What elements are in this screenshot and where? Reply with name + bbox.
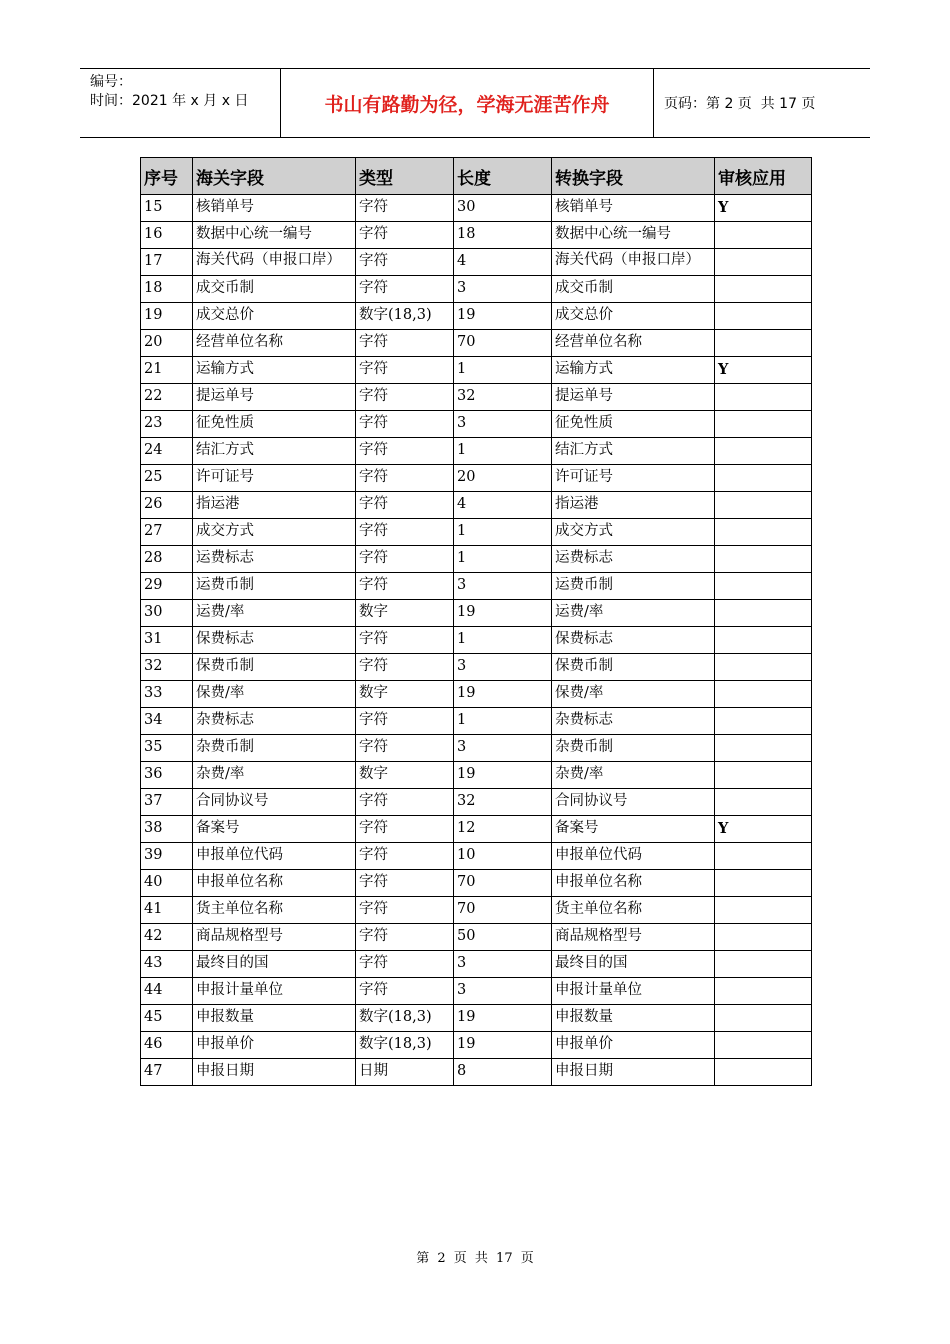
field-length: 70 (454, 330, 552, 357)
column-header: 类型 (356, 158, 454, 195)
field-type: 日期 (356, 1059, 454, 1086)
column-header: 海关字段 (193, 158, 356, 195)
field-length: 1 (454, 438, 552, 465)
field-length: 12 (454, 816, 552, 843)
field-type: 字符 (356, 384, 454, 411)
table-row (141, 870, 812, 897)
field-type: 字符 (356, 573, 454, 600)
field-length: 70 (454, 870, 552, 897)
table-row (141, 924, 812, 951)
field-length: 19 (454, 681, 552, 708)
converted-field: 成交总价 (552, 303, 715, 330)
table-row (141, 249, 812, 276)
converted-field: 许可证号 (552, 465, 715, 492)
time-label: 时间：2021 年 x 月 x 日 (90, 93, 249, 109)
field-type: 字符 (356, 654, 454, 681)
row-number: 26 (141, 492, 193, 519)
field-length: 4 (454, 249, 552, 276)
audit-flag (715, 789, 812, 816)
customs-field: 合同协议号 (193, 789, 356, 816)
customs-field: 运费标志 (193, 546, 356, 573)
row-number: 23 (141, 411, 193, 438)
table-row (141, 330, 812, 357)
table-row (141, 627, 812, 654)
converted-field: 运费/率 (552, 600, 715, 627)
row-number: 35 (141, 735, 193, 762)
customs-field: 核销单号 (193, 195, 356, 222)
converted-field: 申报计量单位 (552, 978, 715, 1005)
converted-field: 运输方式 (552, 357, 715, 384)
field-type: 字符 (356, 816, 454, 843)
converted-field: 结汇方式 (552, 438, 715, 465)
row-number: 32 (141, 654, 193, 681)
table-row (141, 1059, 812, 1086)
converted-field: 申报单位代码 (552, 843, 715, 870)
field-length: 70 (454, 897, 552, 924)
audit-flag (715, 870, 812, 897)
field-type: 数字(18,3) (356, 1005, 454, 1032)
row-number: 41 (141, 897, 193, 924)
field-length: 3 (454, 276, 552, 303)
row-number: 17 (141, 249, 193, 276)
field-length: 1 (454, 546, 552, 573)
row-number: 34 (141, 708, 193, 735)
converted-field: 申报单价 (552, 1032, 715, 1059)
converted-field: 合同协议号 (552, 789, 715, 816)
field-length: 4 (454, 492, 552, 519)
field-type: 字符 (356, 843, 454, 870)
field-length: 10 (454, 843, 552, 870)
table-row (141, 708, 812, 735)
field-length: 8 (454, 1059, 552, 1086)
audit-flag: Y (715, 195, 812, 222)
converted-field: 征免性质 (552, 411, 715, 438)
customs-field: 申报数量 (193, 1005, 356, 1032)
field-type: 字符 (356, 222, 454, 249)
converted-field: 保费/率 (552, 681, 715, 708)
audit-flag (715, 978, 812, 1005)
row-number: 45 (141, 1005, 193, 1032)
table-header-row (141, 158, 812, 195)
page-info-text: 页码：第 2 页 共 17 页 (664, 96, 816, 112)
field-type: 字符 (356, 627, 454, 654)
column-header: 转换字段 (552, 158, 715, 195)
converted-field: 提运单号 (552, 384, 715, 411)
header-meta (80, 69, 281, 137)
row-number: 18 (141, 276, 193, 303)
audit-flag (715, 762, 812, 789)
audit-flag (715, 681, 812, 708)
field-type: 字符 (356, 951, 454, 978)
column-header: 审核应用 (715, 158, 812, 195)
field-type: 字符 (356, 897, 454, 924)
row-number: 20 (141, 330, 193, 357)
field-type: 数字 (356, 681, 454, 708)
field-length: 32 (454, 789, 552, 816)
customs-field: 结汇方式 (193, 438, 356, 465)
converted-field: 最终目的国 (552, 951, 715, 978)
field-length: 1 (454, 519, 552, 546)
customs-field: 成交方式 (193, 519, 356, 546)
converted-field: 商品规格型号 (552, 924, 715, 951)
customs-field: 许可证号 (193, 465, 356, 492)
row-number: 24 (141, 438, 193, 465)
row-number: 30 (141, 600, 193, 627)
table-row (141, 438, 812, 465)
customs-field: 申报单位代码 (193, 843, 356, 870)
row-number: 29 (141, 573, 193, 600)
field-length: 20 (454, 465, 552, 492)
page-footer: 第 2 页 共 17 页 (416, 1251, 534, 1266)
customs-field: 成交币制 (193, 276, 356, 303)
row-number: 15 (141, 195, 193, 222)
row-number: 43 (141, 951, 193, 978)
audit-flag (715, 924, 812, 951)
converted-field: 核销单号 (552, 195, 715, 222)
table-row (141, 573, 812, 600)
customs-field: 杂费标志 (193, 708, 356, 735)
table-row (141, 492, 812, 519)
table-row (141, 789, 812, 816)
document-header (80, 68, 870, 138)
customs-field: 指运港 (193, 492, 356, 519)
customs-field: 申报单位名称 (193, 870, 356, 897)
field-length: 19 (454, 1032, 552, 1059)
audit-flag (715, 843, 812, 870)
field-length: 19 (454, 303, 552, 330)
row-number: 31 (141, 627, 193, 654)
row-number: 33 (141, 681, 193, 708)
field-type: 数字(18,3) (356, 1032, 454, 1059)
field-type: 数字 (356, 762, 454, 789)
converted-field: 保费标志 (552, 627, 715, 654)
audit-flag (715, 249, 812, 276)
audit-flag (715, 573, 812, 600)
field-length: 19 (454, 1005, 552, 1032)
audit-flag (715, 546, 812, 573)
converted-field: 杂费币制 (552, 735, 715, 762)
converted-field: 备案号 (552, 816, 715, 843)
table-row (141, 978, 812, 1005)
field-length: 1 (454, 357, 552, 384)
audit-flag (715, 897, 812, 924)
field-type: 字符 (356, 735, 454, 762)
field-length: 3 (454, 573, 552, 600)
table-row (141, 303, 812, 330)
table-row (141, 384, 812, 411)
customs-field: 成交总价 (193, 303, 356, 330)
row-number: 38 (141, 816, 193, 843)
converted-field: 成交币制 (552, 276, 715, 303)
field-type: 字符 (356, 978, 454, 1005)
audit-flag (715, 654, 812, 681)
field-length: 3 (454, 735, 552, 762)
customs-field: 运费币制 (193, 573, 356, 600)
audit-flag (715, 330, 812, 357)
customs-field: 海关代码（申报口岸） (193, 249, 356, 276)
motto-text: 书山有路勤为径，学海无涯苦作舟 (281, 69, 654, 137)
field-type: 字符 (356, 870, 454, 897)
converted-field: 杂费标志 (552, 708, 715, 735)
converted-field: 运费标志 (552, 546, 715, 573)
audit-flag (715, 735, 812, 762)
row-number: 25 (141, 465, 193, 492)
customs-field: 提运单号 (193, 384, 356, 411)
field-length: 19 (454, 600, 552, 627)
table-row (141, 897, 812, 924)
customs-field: 运输方式 (193, 357, 356, 384)
audit-flag (715, 1005, 812, 1032)
customs-field: 申报单价 (193, 1032, 356, 1059)
converted-field: 申报单位名称 (552, 870, 715, 897)
field-length: 3 (454, 654, 552, 681)
table-row (141, 276, 812, 303)
field-length: 1 (454, 708, 552, 735)
audit-flag (715, 276, 812, 303)
audit-flag (715, 1032, 812, 1059)
field-type: 字符 (356, 249, 454, 276)
customs-field: 运费/率 (193, 600, 356, 627)
customs-field: 杂费/率 (193, 762, 356, 789)
table-row (141, 357, 812, 384)
customs-field: 申报计量单位 (193, 978, 356, 1005)
table-row (141, 222, 812, 249)
field-length: 18 (454, 222, 552, 249)
field-length: 30 (454, 195, 552, 222)
table-row (141, 411, 812, 438)
field-type: 字符 (356, 195, 454, 222)
column-header: 长度 (454, 158, 552, 195)
field-type: 字符 (356, 411, 454, 438)
converted-field: 申报数量 (552, 1005, 715, 1032)
table-row (141, 600, 812, 627)
field-length: 3 (454, 951, 552, 978)
row-number: 39 (141, 843, 193, 870)
field-type: 字符 (356, 924, 454, 951)
customs-field: 保费标志 (193, 627, 356, 654)
audit-flag: Y (715, 357, 812, 384)
table-row (141, 816, 812, 843)
audit-flag (715, 708, 812, 735)
customs-field: 经营单位名称 (193, 330, 356, 357)
table-row (141, 195, 812, 222)
customs-field: 最终目的国 (193, 951, 356, 978)
audit-flag (715, 627, 812, 654)
field-type: 字符 (356, 708, 454, 735)
row-number: 19 (141, 303, 193, 330)
table-row (141, 681, 812, 708)
field-length: 3 (454, 978, 552, 1005)
field-length: 50 (454, 924, 552, 951)
field-table (140, 157, 812, 1086)
audit-flag (715, 519, 812, 546)
converted-field: 保费币制 (552, 654, 715, 681)
customs-field: 征免性质 (193, 411, 356, 438)
audit-flag (715, 411, 812, 438)
table-row (141, 654, 812, 681)
row-number: 22 (141, 384, 193, 411)
converted-field: 海关代码（申报口岸） (552, 249, 715, 276)
table-row (141, 735, 812, 762)
row-number: 42 (141, 924, 193, 951)
audit-flag (715, 600, 812, 627)
field-type: 字符 (356, 276, 454, 303)
converted-field: 经营单位名称 (552, 330, 715, 357)
field-type: 字符 (356, 492, 454, 519)
row-number: 46 (141, 1032, 193, 1059)
field-type: 字符 (356, 789, 454, 816)
row-number: 36 (141, 762, 193, 789)
converted-field: 指运港 (552, 492, 715, 519)
audit-flag (715, 465, 812, 492)
customs-field: 数据中心统一编号 (193, 222, 356, 249)
row-number: 44 (141, 978, 193, 1005)
audit-flag (715, 303, 812, 330)
field-length: 32 (454, 384, 552, 411)
table-row (141, 519, 812, 546)
column-header: 序号 (141, 158, 193, 195)
header-page-info (654, 69, 870, 137)
row-number: 27 (141, 519, 193, 546)
converted-field: 运费币制 (552, 573, 715, 600)
row-number: 47 (141, 1059, 193, 1086)
field-type: 字符 (356, 438, 454, 465)
converted-field: 杂费/率 (552, 762, 715, 789)
field-length: 19 (454, 762, 552, 789)
customs-field: 商品规格型号 (193, 924, 356, 951)
customs-field: 备案号 (193, 816, 356, 843)
audit-flag: Y (715, 816, 812, 843)
audit-flag (715, 222, 812, 249)
field-type: 字符 (356, 357, 454, 384)
customs-field: 申报日期 (193, 1059, 356, 1086)
field-type: 字符 (356, 465, 454, 492)
converted-field: 成交方式 (552, 519, 715, 546)
field-type: 数字 (356, 600, 454, 627)
converted-field: 申报日期 (552, 1059, 715, 1086)
table-row (141, 1005, 812, 1032)
customs-field: 保费/率 (193, 681, 356, 708)
audit-flag (715, 492, 812, 519)
field-type: 数字(18,3) (356, 303, 454, 330)
table-row (141, 843, 812, 870)
field-type: 字符 (356, 519, 454, 546)
row-number: 16 (141, 222, 193, 249)
table-body (141, 195, 812, 1086)
number-label: 编号： (90, 74, 132, 90)
row-number: 40 (141, 870, 193, 897)
table-row (141, 546, 812, 573)
row-number: 21 (141, 357, 193, 384)
customs-field: 保费币制 (193, 654, 356, 681)
table-row (141, 762, 812, 789)
audit-flag (715, 1059, 812, 1086)
row-number: 37 (141, 789, 193, 816)
converted-field: 货主单位名称 (552, 897, 715, 924)
table-row (141, 1032, 812, 1059)
table-row (141, 465, 812, 492)
audit-flag (715, 438, 812, 465)
customs-field: 杂费币制 (193, 735, 356, 762)
audit-flag (715, 951, 812, 978)
field-type: 字符 (356, 330, 454, 357)
field-length: 1 (454, 627, 552, 654)
field-length: 3 (454, 411, 552, 438)
field-type: 字符 (356, 546, 454, 573)
row-number: 28 (141, 546, 193, 573)
converted-field: 数据中心统一编号 (552, 222, 715, 249)
customs-field: 货主单位名称 (193, 897, 356, 924)
audit-flag (715, 384, 812, 411)
table-row (141, 951, 812, 978)
